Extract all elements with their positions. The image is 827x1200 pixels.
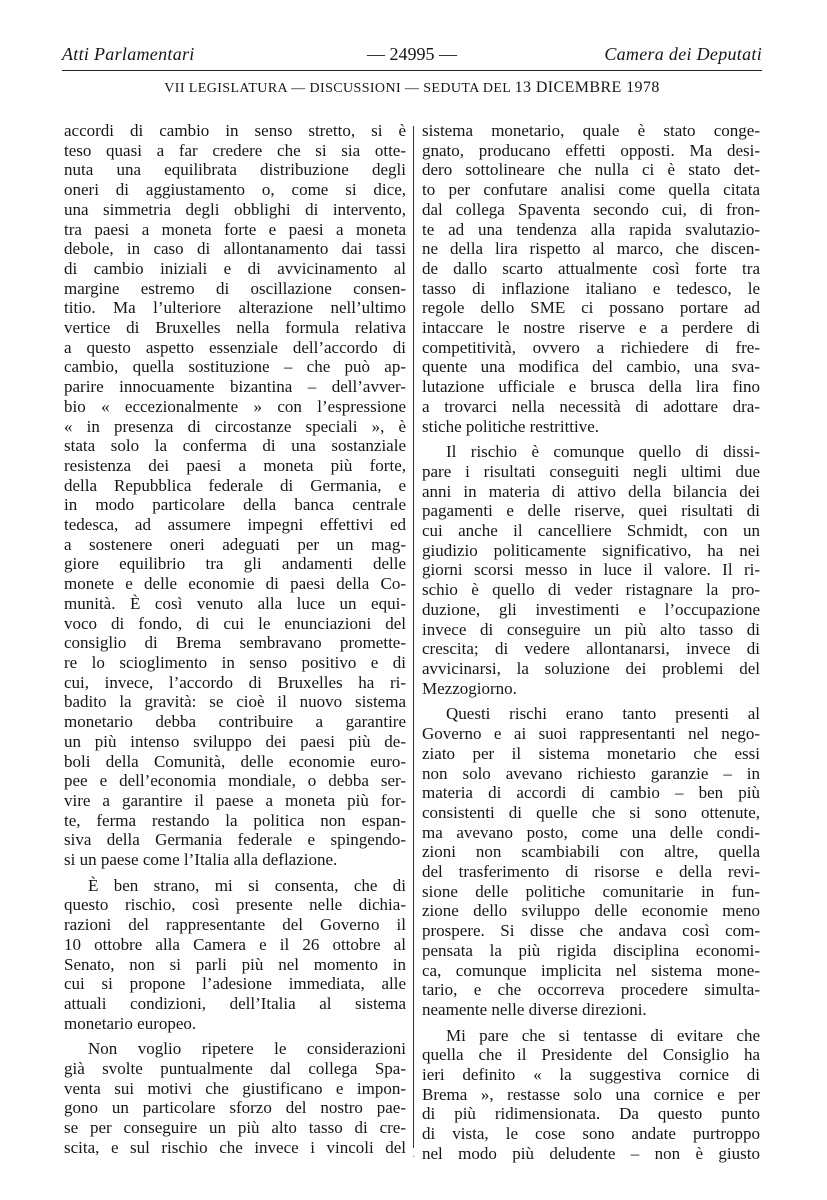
paragraph bbox=[64, 121, 406, 870]
paragraph bbox=[422, 121, 760, 436]
text-line: non solo avevano richiesto garanzie – in bbox=[422, 763, 760, 783]
text-line: monete e delle economie di paesi della Co- bbox=[64, 574, 406, 594]
text-line: pare i risultati conseguiti negli ultimi due bbox=[422, 461, 760, 481]
text-line: vertice di Bruxelles nella formula relativa bbox=[64, 318, 406, 338]
text-line: pensata la più rigida disciplina economi- bbox=[422, 940, 760, 960]
text-line: oneri di aggiustamento o, come si dice, bbox=[64, 180, 406, 200]
text-line: a trovarci nella necessità di adottare dra- bbox=[422, 396, 760, 416]
text-line: una simmetria degli obblighi di intervento, bbox=[64, 199, 406, 219]
text-line: « in presenza di circostanze speciali », è bbox=[64, 416, 406, 436]
text-line: de dallo scarto attualmente così forte tra bbox=[422, 258, 760, 278]
text-line: Senato, non si parli più nel momento in bbox=[64, 954, 406, 974]
text-line: prospere. Si disse che andava così com- bbox=[422, 921, 760, 941]
header-publication: Atti Parlamentari bbox=[62, 44, 195, 64]
text-line: sione delle politiche comunitarie in fun- bbox=[422, 881, 760, 901]
text-line: titio. Ma l’ulteriore alterazione nell’ultimo bbox=[64, 298, 406, 318]
text-line: Mi pare che si tentasse di evitare che bbox=[446, 1025, 760, 1045]
text-line: Il rischio è comunque quello di dissi- bbox=[446, 442, 760, 462]
text-line: re lo scioglimento in senso positivo e di bbox=[64, 652, 406, 672]
text-line: ca, comunque implicita nel sistema mone- bbox=[422, 960, 760, 980]
text-line: avvicinarsi, la soluzione dei problemi del bbox=[422, 658, 760, 678]
text-line: Mezzogiorno. bbox=[422, 678, 517, 698]
text-line: intaccare le nostre riserve e a perdere di bbox=[422, 318, 760, 338]
text-line: se per conseguire un più alto tasso di cre- bbox=[64, 1118, 406, 1138]
session-date: 13 DICEMBRE 1978 bbox=[514, 79, 660, 96]
footer-mark: · bbox=[412, 1152, 416, 1163]
paragraph bbox=[422, 704, 760, 1019]
text-line: quella che il Presidente del Consiglio ha bbox=[422, 1045, 760, 1065]
text-line: teso quasi a far credere che si sia otte- bbox=[64, 140, 406, 160]
text-line: tasso di inflazione italiano e tedesco, le bbox=[422, 278, 760, 298]
text-line: boli della Comunità, delle economie euro- bbox=[64, 751, 406, 771]
text-line: regole dello SME ci possano portare ad bbox=[422, 298, 760, 318]
text-line: consistenti di quelle che si sono ottenute, bbox=[422, 802, 760, 822]
text-line: È ben strano, mi si consenta, che di bbox=[88, 875, 406, 895]
session-label: VII LEGISLATURA — DISCUSSIONI — SEDUTA DEL bbox=[164, 81, 511, 96]
text-line: cambio, quella sostituzione – che può ap- bbox=[64, 357, 406, 377]
text-line: sistema monetario, quale è stato conge- bbox=[422, 121, 760, 140]
text-line: a questo aspetto essenziale dell’accordo di bbox=[64, 337, 406, 357]
text-line: un più intenso sviluppo dei paesi più de- bbox=[64, 731, 406, 751]
text-line: giore equilibrio tra gli andamenti delle bbox=[64, 554, 406, 574]
text-line: pagamenti e delle riserve, quei risultati di bbox=[422, 501, 760, 521]
text-line: di vista, le cose sono andate purtroppo bbox=[422, 1124, 760, 1144]
page-header bbox=[62, 44, 762, 70]
right-column bbox=[422, 121, 760, 1164]
text-line: del trasferimento di risorse e della revi- bbox=[422, 862, 760, 882]
session-line bbox=[62, 79, 762, 97]
text-line: resistenza dei paesi a moneta più forte, bbox=[64, 455, 406, 475]
text-line: invece di conseguire un più alto tasso di bbox=[422, 619, 760, 639]
text-line: dero sottolineare che nulla ci è stato det- bbox=[422, 160, 760, 180]
text-line: scita, e sul rischio che invece i vincoli del bbox=[64, 1137, 406, 1157]
text-line: tedesca, ad assumere impegni effettivi ed bbox=[64, 515, 406, 535]
text-line: Non voglio ripetere le considerazioni bbox=[88, 1039, 406, 1059]
text-line: ieri definito « la suggestiva cornice di bbox=[422, 1065, 760, 1085]
text-line: Brema », restasse solo una cornice e per bbox=[422, 1084, 760, 1104]
text-line: cui si propone l’adesione immediata, alle bbox=[64, 974, 406, 994]
text-line: cui anche il cancelliere Schmidt, con un bbox=[422, 521, 760, 541]
text-line: ma avevano posto, come una delle condi- bbox=[422, 822, 760, 842]
text-line: vire a garantire il paese a moneta più for- bbox=[64, 790, 406, 810]
left-column bbox=[64, 121, 406, 1158]
text-line: tario, e che occorreva procedere simulta- bbox=[422, 980, 760, 1000]
text-line: consiglio di Brema sembravano promette- bbox=[64, 633, 406, 653]
header-page-number: — 24995 — bbox=[367, 44, 457, 64]
text-line: già svolte puntualmente dal collega Spa- bbox=[64, 1059, 406, 1079]
column-divider bbox=[413, 126, 414, 1148]
text-line: margine estremo di oscillazione consen- bbox=[64, 278, 406, 298]
text-line: Questi rischi erano tanto presenti al bbox=[446, 704, 760, 724]
text-line: a sostenere oneri adeguati per un mag- bbox=[64, 534, 406, 554]
text-line: giorni scorsi messo in luce il valore. Il ri- bbox=[422, 560, 760, 580]
text-line: siva della Germania federale e spingendo- bbox=[64, 830, 406, 850]
text-line: di cambio iniziali e di avvicinamento al bbox=[64, 258, 406, 278]
text-line: te, ferma restando la politica non espan- bbox=[64, 810, 406, 830]
text-line: lutazione ufficiale e brusca della lira fino bbox=[422, 377, 760, 397]
text-line: pee e dell’economia mondiale, o debba ser- bbox=[64, 771, 406, 791]
header-rule bbox=[62, 70, 762, 71]
text-line: razioni del rappresentante del Governo il bbox=[64, 915, 406, 935]
text-line: ziato per il sistema monetario che essi bbox=[422, 743, 760, 763]
text-line: stata solo la conferma di una sostanziale bbox=[64, 436, 406, 456]
text-line: giudizio politicamente significativo, ha nei bbox=[422, 540, 760, 560]
text-line: debole, in caso di allontanamento dai tassi bbox=[64, 239, 406, 259]
header-chamber: Camera dei Deputati bbox=[604, 44, 762, 64]
text-line: duzione, gli investimenti e l’occupazione bbox=[422, 599, 760, 619]
text-line: Governo e ai suoi rappresentanti nel nego- bbox=[422, 724, 760, 744]
text-line: munità. È così venuto alla luce un equi- bbox=[64, 593, 406, 613]
text-line: in modo particolare della banca centrale bbox=[64, 495, 406, 515]
text-line: nel modo più deludente – non è giusto bbox=[422, 1143, 760, 1163]
text-line: di più ridimensionata. Da questo punto bbox=[422, 1104, 760, 1124]
text-line: monetario debba contribuire a garantire bbox=[64, 712, 406, 732]
text-line: zioni non scambiabili con altre, quella bbox=[422, 842, 760, 862]
text-line: si un paese come l’Italia alla deflazione. bbox=[64, 850, 338, 870]
text-line: schio è quello di veder ristagnare la pro- bbox=[422, 580, 760, 600]
text-line: questo rischio, così presente nelle dichia- bbox=[64, 895, 406, 915]
text-line: ne della lira rispetto al marco, che discen- bbox=[422, 239, 760, 259]
text-line: stiche politiche restrittive. bbox=[422, 416, 600, 436]
text-line: gnato, producano effetti opposti. Ma desi- bbox=[422, 140, 760, 160]
text-line: neamente nelle diverse direzioni. bbox=[422, 999, 647, 1019]
text-line: attuali condizioni, dell’Italia al sistema bbox=[64, 993, 406, 1013]
text-line: tra paesi a moneta forte e paesi a moneta bbox=[64, 219, 406, 239]
paragraph bbox=[64, 1039, 406, 1157]
text-line: monetario europeo. bbox=[64, 1013, 197, 1033]
text-line: te ad una tendenza alla rapida svalutazio- bbox=[422, 219, 760, 239]
paragraph bbox=[422, 1026, 760, 1164]
text-line: nuta una equilibrata distribuzione degli bbox=[64, 160, 406, 180]
text-line: bio « eccezionalmente » con l’espressione bbox=[64, 396, 406, 416]
text-line: badito la gravità: se cioè il nuovo sistema bbox=[64, 692, 406, 712]
text-line: crescita; di vedere allontanarsi, invece di bbox=[422, 639, 760, 659]
text-line: materia di accordi di cambio – ben più bbox=[422, 783, 760, 803]
text-line: to per confutare analisi come quella citata bbox=[422, 180, 760, 200]
text-line: cui, invece, l’accordo di Bruxelles ha ri- bbox=[64, 672, 406, 692]
paragraph bbox=[422, 442, 760, 698]
text-line: venta sui motivi che giustificano e impon- bbox=[64, 1078, 406, 1098]
text-line: anni in materia di attivo della bilancia dei bbox=[422, 481, 760, 501]
text-line: quente una modifica del cambio, una sva- bbox=[422, 357, 760, 377]
text-line: parire innocuamente bizantina – dell’avver- bbox=[64, 377, 406, 397]
text-line: dal collega Spaventa secondo cui, di fron- bbox=[422, 199, 760, 219]
text-line: zione dello sviluppo delle economie meno bbox=[422, 901, 760, 921]
paragraph bbox=[64, 876, 406, 1034]
text-line: voco di fondo, di cui le enunciazioni del bbox=[64, 613, 406, 633]
text-line: competitività, ovvero a richiedere di fre- bbox=[422, 337, 760, 357]
text-line: accordi di cambio in senso stretto, si è bbox=[64, 121, 406, 140]
text-line: 10 ottobre alla Camera e il 26 ottobre al bbox=[64, 934, 406, 954]
text-line: gono un particolare sforzo del nostro pae- bbox=[64, 1098, 406, 1118]
text-line: della Repubblica federale di Germania, e bbox=[64, 475, 406, 495]
